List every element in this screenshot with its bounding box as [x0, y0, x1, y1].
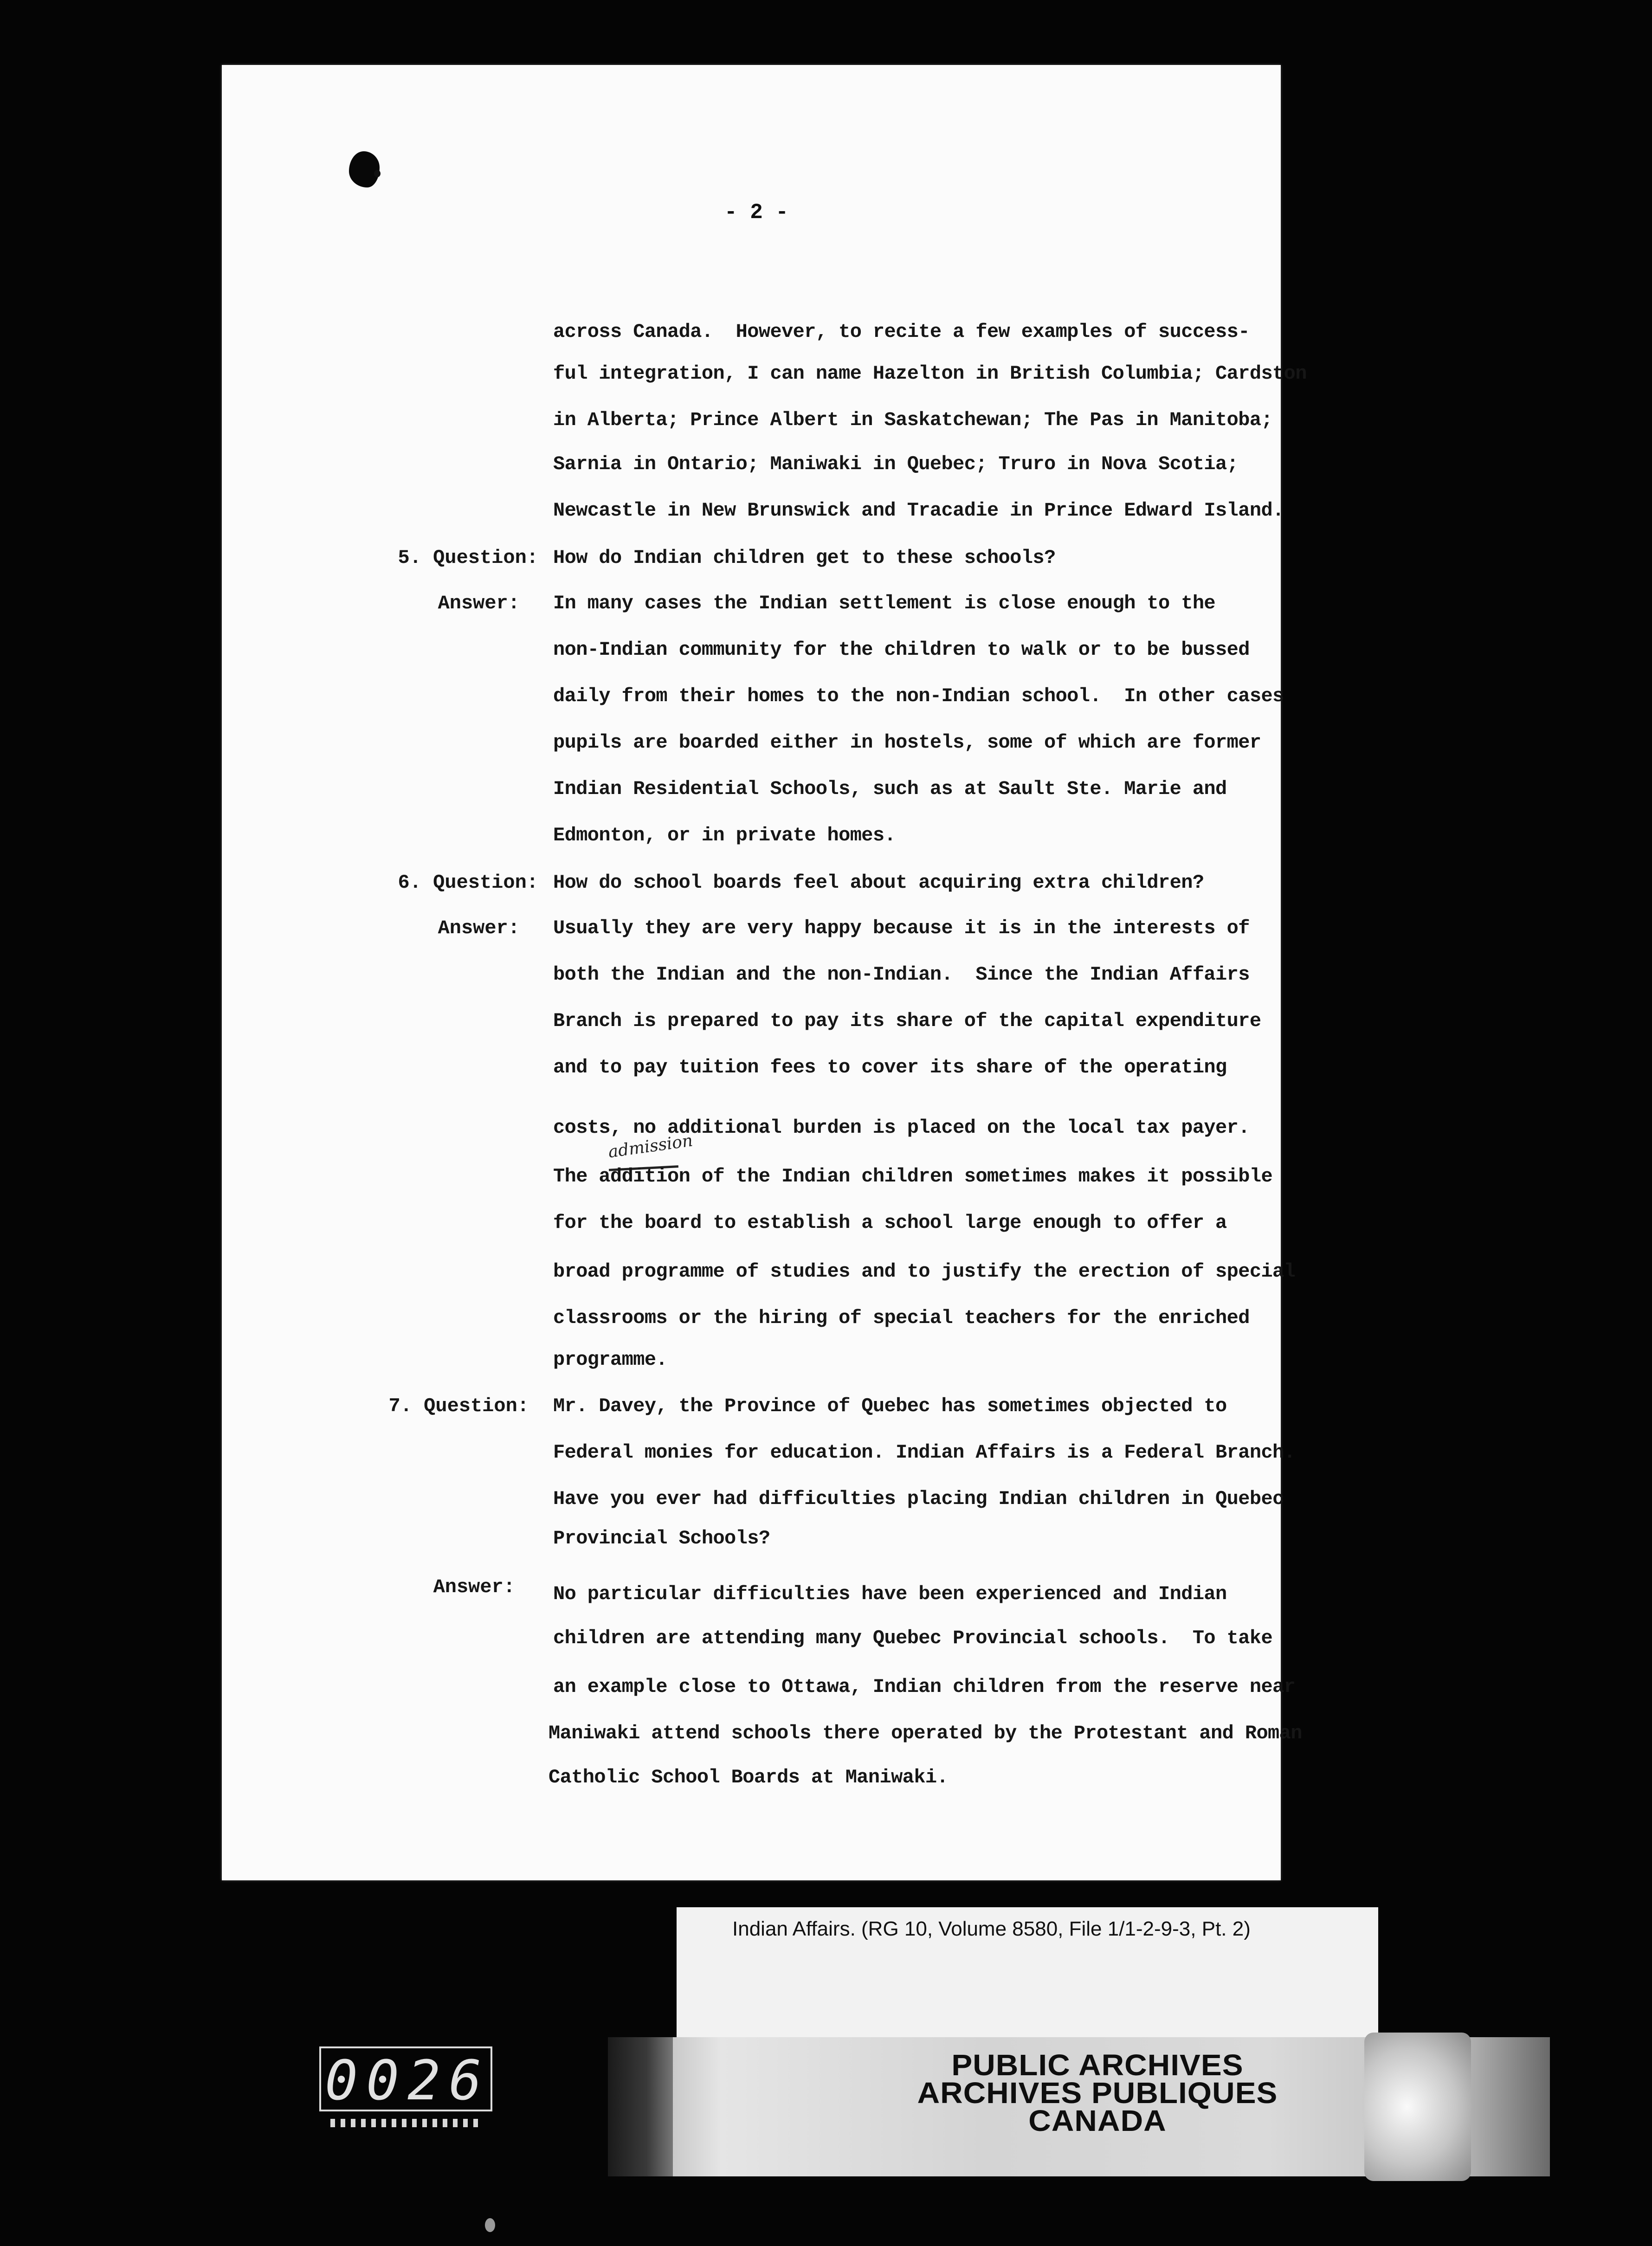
text-line: Mr. Davey, the Province of Quebec has sometimes objected to: [553, 1395, 1227, 1417]
text-line: Usually they are very happy because it is in the interests of: [553, 917, 1250, 939]
text-line: Provincial Schools?: [553, 1527, 770, 1549]
stamp-curl: [1364, 2033, 1471, 2181]
text-line: children are attending many Quebec Provincial schools. To take: [553, 1627, 1273, 1649]
question-label-6: 6. Question:: [398, 871, 538, 894]
text-line: Federal monies for education. Indian Affairs is a Federal Branch.: [553, 1441, 1296, 1464]
text-line: costs, no additional burden is placed on the local tax payer.: [553, 1117, 1250, 1139]
text-line: ful integration, I can name Hazelton in British Columbia; Cardston: [553, 362, 1307, 385]
text-line: No particular difficulties have been experienced and Indian: [553, 1583, 1227, 1605]
answer-label-6: Answer:: [438, 917, 520, 939]
text-line: Have you ever had difficulties placing Indian children in Quebec: [553, 1488, 1284, 1510]
text-line: Indian Residential Schools, such as at Sault Ste. Marie and: [553, 778, 1227, 800]
text-line: and to pay tuition fees to cover its share of the operating: [553, 1056, 1227, 1078]
question-label-7: 7. Question:: [388, 1395, 529, 1417]
text-line: across Canada. However, to recite a few examples of success-: [553, 321, 1250, 343]
film-sprocket-holes: [330, 2119, 484, 2127]
text-line: The addition of the Indian children sometimes makes it possible: [553, 1165, 1273, 1188]
stamp-line-1: PUBLIC ARCHIVES: [951, 2048, 1244, 2082]
stamp-line-2: ARCHIVES PUBLIQUES: [917, 2076, 1278, 2110]
answer-label-5: Answer:: [438, 592, 520, 614]
text-line: Maniwaki attend schools there operated by the Protestant and Roman: [549, 1722, 1302, 1744]
stamp-line-3: CANADA: [1028, 2104, 1167, 2137]
text-line: broad programme of studies and to justify the erection of special: [553, 1260, 1296, 1283]
frame-number: 0026: [325, 2048, 490, 2112]
text-line: both the Indian and the non-Indian. Since the Indian Affairs: [553, 963, 1250, 986]
ink-blot: [349, 151, 380, 187]
text-line: in Alberta; Prince Albert in Saskatchewan; The Pas in Manitoba;: [553, 409, 1273, 431]
text-line: daily from their homes to the non-Indian school. In other cases: [553, 685, 1284, 707]
archive-reference-text: Indian Affairs. (RG 10, Volume 8580, File 1/1-2-9-3, Pt. 2): [732, 1917, 1251, 1940]
film-smudge: [485, 2218, 495, 2232]
question-text-5: How do Indian children get to these schools?: [553, 547, 1056, 569]
page-number: - 2 -: [724, 200, 789, 225]
text-line: In many cases the Indian settlement is close enough to the: [553, 592, 1216, 614]
text-line: Newcastle in New Brunswick and Tracadie in Prince Edward Island.: [553, 499, 1284, 522]
text-line: programme.: [553, 1349, 668, 1371]
answer-label-7: Answer:: [433, 1576, 515, 1598]
text-line: an example close to Ottawa, Indian children from the reserve near: [553, 1676, 1296, 1698]
question-text-6: How do school boards feel about acquiring extra children?: [553, 871, 1204, 894]
ink-blot-speck: [374, 170, 381, 177]
text-line: pupils are boarded either in hostels, some of which are former: [553, 731, 1261, 754]
text-line: Sarnia in Ontario; Maniwaki in Quebec; Truro in Nova Scotia;: [553, 453, 1239, 475]
text-line: Edmonton, or in private homes.: [553, 824, 896, 846]
question-label-5: 5. Question:: [398, 547, 538, 569]
text-line: classrooms or the hiring of special teachers for the enriched: [553, 1307, 1250, 1329]
text-line: Branch is prepared to pay its share of the capital expenditure: [553, 1010, 1261, 1032]
handwritten-correction: admission: [607, 1131, 694, 1162]
stamp-shadow: [608, 2037, 673, 2176]
text-line: for the board to establish a school large enough to offer a: [553, 1212, 1227, 1234]
text-line: Catholic School Boards at Maniwaki.: [549, 1766, 949, 1788]
text-line: non-Indian community for the children to walk or to be bussed: [553, 639, 1250, 661]
